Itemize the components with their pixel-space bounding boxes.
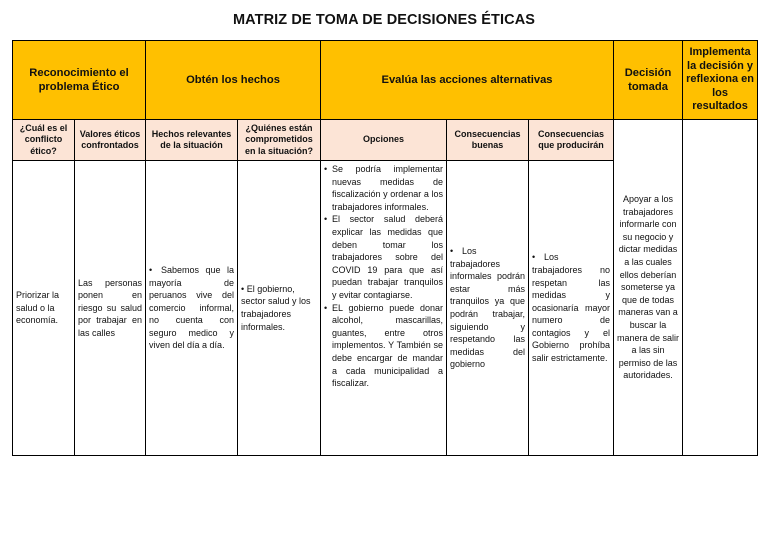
subheader-consecuencias-producirian: Consecuencias que producirán bbox=[529, 120, 614, 161]
subheader-opciones: Opciones bbox=[321, 120, 447, 161]
header-implementa: Implementa la decisión y reflexiona en los resultados bbox=[683, 41, 758, 120]
cell-hechos bbox=[146, 161, 238, 456]
subheader-hechos-relevantes: Hechos relevantes de la situación bbox=[146, 120, 238, 161]
cell-decision: Apoyar a los trabajadores informarle con su negocio y dictar medidas a las cuales ellos deberían someterse ya que de todas maneras van a buscar la manera de salir a las sin permiso de las autoridades. bbox=[614, 120, 683, 456]
opcion-text: EL gobierno puede donar alcohol, mascarillas, guantes, entre otros implementos. Y También se debe encargar de mandar a cada municipalidad a fiscalizar. bbox=[332, 302, 444, 389]
cell-hechos-text: Sabemos que la mayoría de peruanos vive del comercio informal, no cuenta con seguro medico y viven del día a día. bbox=[149, 264, 235, 351]
opcion-item bbox=[324, 213, 444, 301]
decision-matrix-table bbox=[12, 40, 758, 456]
cell-valores: Las personas ponen en riesgo su salud por trabajar en las calles bbox=[75, 161, 146, 456]
cell-producirian-text: Los trabajadores no respetan las medidas y ocasionaría mayor numero de contagios y el Gobierno prohíba salir estrictamente. bbox=[532, 252, 611, 364]
bullet: • bbox=[324, 164, 328, 174]
header-hechos: Obtén los hechos bbox=[146, 41, 321, 120]
subheader-conflicto: ¿Cuál es el conflicto ético? bbox=[13, 120, 75, 161]
cell-comprometidos-text: El gobierno, sector salud y los trabajadores informales. bbox=[241, 283, 311, 332]
header-evalua: Evalúa las acciones alternativas bbox=[321, 41, 614, 120]
cell-conflicto: Priorizar la salud o la economía. bbox=[13, 161, 75, 456]
bullet: • bbox=[149, 264, 153, 275]
bullet: • bbox=[324, 302, 328, 313]
header-row bbox=[13, 41, 758, 120]
cell-comprometidos bbox=[238, 161, 321, 456]
cell-buenas-text: Los trabajadores informales podrán estar más tranquilos ya que podrán trabajar, siguiendo y respetando las medidas del gobierno bbox=[450, 246, 526, 370]
cell-consecuencias-buenas bbox=[447, 161, 529, 456]
opcion-text: Se podría implementar nuevas medidas de fiscalización y ordenar a los trabajadores informales. bbox=[332, 164, 444, 212]
cell-implementa bbox=[683, 120, 758, 456]
cell-consecuencias-producirian bbox=[529, 161, 614, 456]
header-decision: Decisión tomada bbox=[614, 41, 683, 120]
header-reconocimiento: Reconocimiento el problema Ético bbox=[13, 41, 146, 120]
page-title: MATRIZ DE TOMA DE DECISIONES ÉTICAS bbox=[232, 12, 536, 28]
subheader-comprometidos: ¿Quiénes están comprometidos en la situación? bbox=[238, 120, 321, 161]
subheader-consecuencias-buenas: Consecuencias buenas bbox=[447, 120, 529, 161]
opcion-item bbox=[324, 163, 444, 213]
bullet: • bbox=[532, 252, 536, 263]
cell-opciones bbox=[321, 161, 447, 456]
bullet: • bbox=[450, 246, 454, 257]
opcion-text: El sector salud deberá explicar las medidas que deben tomar los trabajadores sobre del COVID 19 para que así puedan trabajar tranquilos y evitar contagiarse. bbox=[332, 214, 444, 300]
opcion-item bbox=[324, 302, 444, 390]
subheader-valores: Valores éticos confrontados bbox=[75, 120, 146, 161]
bullet: • bbox=[324, 214, 328, 225]
opciones-list bbox=[324, 163, 443, 390]
bullet: • bbox=[241, 283, 245, 294]
subheader-row bbox=[13, 120, 758, 161]
